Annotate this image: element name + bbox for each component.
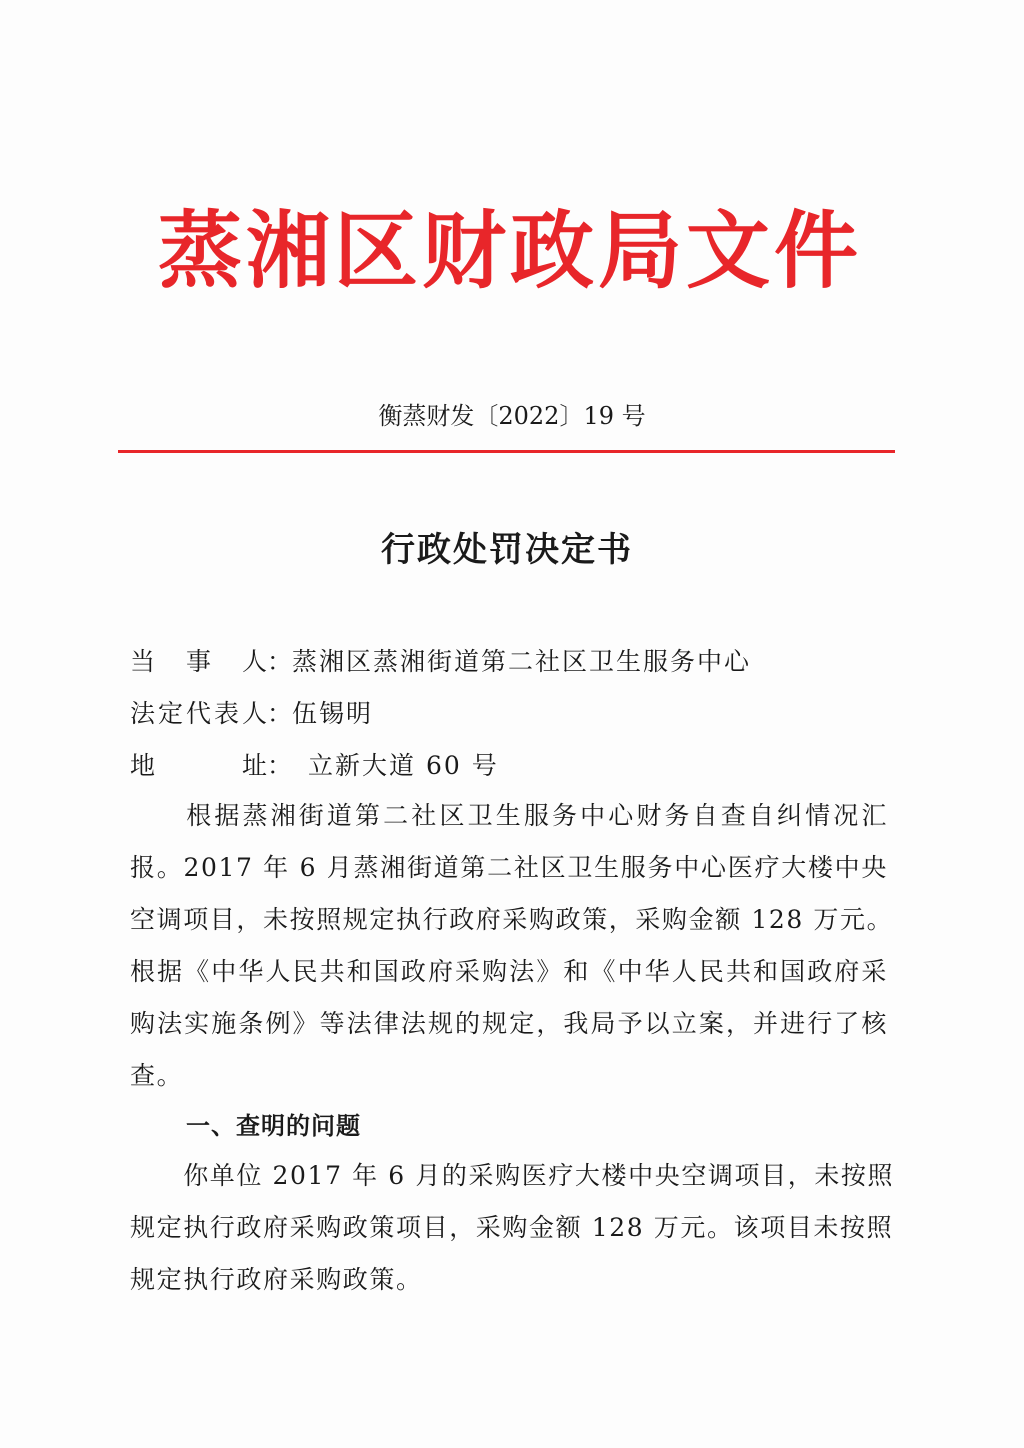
party-info (130, 636, 890, 792)
party-row (130, 636, 890, 688)
paragraph-line: 规定执行政府采购政策。 (130, 1265, 423, 1294)
document-title: 行政处罚决定书 (381, 530, 633, 570)
section-heading-findings: 一、查明的问题 (186, 1112, 361, 1140)
representative-label-char: 表 (213, 699, 239, 728)
address-label-char: 地 (130, 751, 156, 780)
paragraph-line: 你单位 2017 年 6 月的采购医疗大楼中央空调项目，未按照 (130, 1161, 895, 1190)
paragraph-line: 报。2017 年 6 月蒸湘街道第二社区卫生服务中心医疗大楼中央 (130, 853, 888, 882)
address-label (130, 740, 292, 792)
paragraph-line: 根据《中华人民共和国政府采购法》和《中华人民共和国政府采 (130, 957, 888, 986)
red-divider-line (118, 450, 895, 453)
paragraph-line: 空调项目，未按照规定执行政府采购政策，采购金额 128 万元。 (130, 905, 894, 934)
party-label-char: 人： (241, 647, 292, 676)
paragraph-line: 根据蒸湘街道第二社区卫生服务中心财务自查自纠情况汇 (130, 801, 888, 830)
representative-label-char: 法 (130, 699, 156, 728)
paragraph-line: 查。 (130, 1061, 184, 1090)
representative-label (130, 688, 292, 740)
paragraph-case-background (130, 790, 894, 1102)
paragraph-findings (130, 1150, 895, 1306)
address-value: 立新大道 60 号 (308, 751, 499, 780)
party-label (130, 636, 292, 688)
representative-label-char: 代 (185, 699, 211, 728)
party-name: 蒸湘区蒸湘街道第二社区卫生服务中心 (292, 647, 752, 676)
letterhead-title: 蒸湘区财政局文件 (157, 202, 862, 300)
representative-row (130, 688, 890, 740)
address-row (130, 740, 890, 792)
representative-label-char: 定 (157, 699, 183, 728)
representative-name: 伍锡明 (292, 699, 374, 728)
party-label-char: 事 (185, 647, 211, 676)
paragraph-line: 购法实施条例》等法律法规的规定，我局予以立案，并进行了核 (130, 1009, 888, 1038)
paragraph-line: 规定执行政府采购政策项目，采购金额 128 万元。该项目未按照 (130, 1213, 894, 1242)
representative-label-char: 人： (241, 699, 292, 728)
address-label-char: 址： (241, 751, 292, 780)
party-label-char: 当 (130, 647, 156, 676)
document-number: 衡蒸财发〔2022〕19 号 (378, 402, 646, 430)
